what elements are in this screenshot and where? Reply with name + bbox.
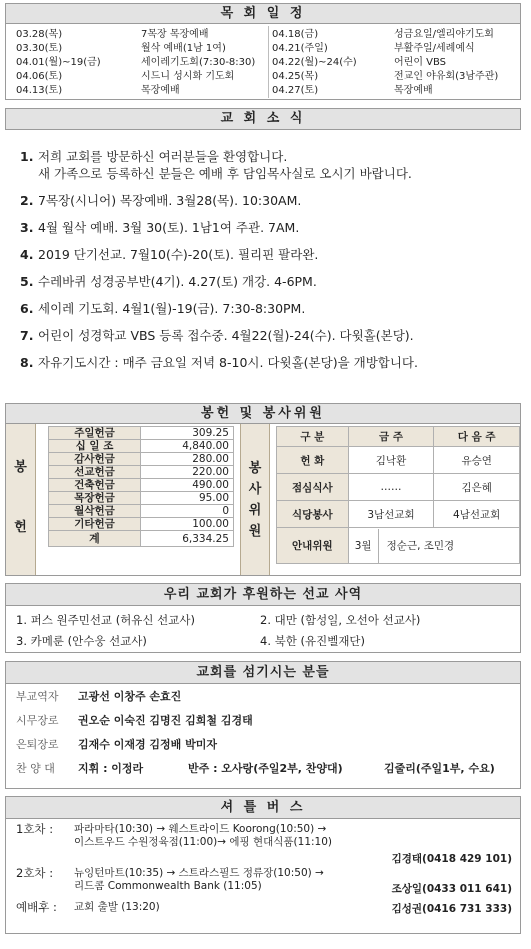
mission-item: 4. 북한 (유진벨재단): [260, 634, 366, 648]
bus-3-route-line: 교회 출발 (13:20): [74, 901, 160, 913]
schedule-row: [16, 56, 266, 70]
schedule-row: [272, 42, 522, 56]
news-text: 저희 교회를 방문하신 여러분들을 환영합니다.: [38, 149, 288, 164]
schedule-event: 월삭 예배(1남 1여): [141, 43, 226, 54]
news-number: 8.: [20, 355, 34, 370]
mission-item: 3. 카메룬 (안수웅 선교사): [16, 634, 147, 648]
schedule-date: 04.01(월)~19(금): [16, 57, 101, 68]
news-item: [20, 327, 520, 344]
shuttle-section: [5, 796, 521, 934]
volunteer-row: 식당봉사 3남선교회 4남선교회: [277, 501, 520, 528]
staff-role: 시무장로: [16, 714, 59, 727]
bus-2-route-line: 리드콤 Commonwealth Bank (11:05): [74, 880, 262, 892]
schedule-date: 04.18(금): [272, 29, 319, 40]
mission-list: [16, 612, 512, 649]
volunteer-table: [276, 426, 520, 564]
mission-title: 우리 교회가 후원하는 선교 사역: [6, 584, 520, 606]
offering-side-label: 봉 헌: [6, 424, 36, 575]
news-text: 2019 단기선교. 7월10(수)-20(토). 필리핀 팔라완.: [38, 247, 319, 262]
news-item: [20, 300, 520, 317]
news-text: 수레바퀴 성경공부반(4기). 4.27(토) 개강. 4-6PM.: [38, 274, 317, 289]
volunteer-header-row: 구 분 금 주 다 음 주: [277, 427, 520, 447]
offering-table: [48, 426, 234, 547]
schedule-event: 목장예배: [394, 85, 433, 96]
choir-conductor: 지휘 : 이정라: [78, 762, 144, 775]
schedule-date: 04.13(토): [16, 85, 63, 96]
news-text: 자유기도시간 : 매주 금요일 저녁 8-10시. 다윗홀(본당)을 개방합니다.: [38, 355, 418, 370]
offering-row: 주일헌금 309.25: [49, 427, 234, 440]
volunteer-usher-row: 안내위원 3월 정순근, 조민경: [277, 528, 520, 564]
staff-row: [16, 736, 217, 754]
bus-3-label: 예배후 :: [16, 900, 57, 914]
bus-2-label: 2호차 :: [16, 866, 54, 880]
volunteer-side-label: 봉 사 위 원: [240, 424, 270, 575]
staff-role: 부교역자: [16, 690, 59, 703]
offering-row: 월삭헌금 0: [49, 505, 234, 518]
news-item: [20, 219, 520, 236]
schedule-date: 03.28(목): [16, 29, 63, 40]
news-text: 세이레 기도회. 4월1(월)-19(금). 7:30-8:30PM.: [38, 301, 306, 316]
schedule-row: [16, 42, 266, 56]
schedule-row: [272, 28, 522, 42]
staff-row: [16, 712, 253, 730]
schedule-row: [16, 70, 266, 84]
bus-1-route-line: 파라마타(10:30) → 웨스트라이드 Koorong(10:50) →: [74, 823, 327, 835]
offering-total-row: 계 6,334.25: [49, 531, 234, 547]
news-number: 6.: [20, 301, 34, 316]
staff-row: [16, 760, 495, 778]
staff-names: 고광선 이창주 손효진: [78, 690, 182, 703]
bus-1-label: 1호차 :: [16, 822, 54, 836]
mission-item: 1. 퍼스 원주민선교 (허유신 선교사): [16, 613, 195, 627]
offering-row: 목장헌금 95.00: [49, 492, 234, 505]
staff-section: [5, 661, 521, 789]
staff-title: 교회를 섬기시는 분들: [6, 662, 520, 684]
staff-role: 은퇴장로: [16, 738, 59, 751]
schedule-row: [16, 28, 266, 42]
offering-title: 봉헌 및 봉사위원: [6, 404, 520, 424]
news-item: [20, 192, 520, 209]
staff-names: 김재수 이재경 김정배 박미자: [78, 738, 217, 751]
mission-item: 2. 대만 (함성일, 오선아 선교사): [260, 613, 421, 627]
schedule-event: 시드니 성시화 기도회: [141, 71, 235, 82]
volunteer-row: 점심식사 …… 김은혜: [277, 474, 520, 501]
schedule-section: [5, 3, 521, 100]
schedule-row: [272, 84, 522, 98]
news-number: 3.: [20, 220, 34, 235]
news-number: 7.: [20, 328, 34, 343]
schedule-title: 목 회 일 정: [6, 4, 520, 24]
schedule-right-column: [272, 28, 522, 98]
news-number: 1.: [20, 149, 34, 164]
bus-2-route-line: 뉴잉턴마트(10:35) → 스트라스필드 정류장(10:50) →: [74, 867, 324, 879]
offering-row: 기타헌금 100.00: [49, 518, 234, 531]
usher-month: 3월: [349, 529, 379, 563]
news-text: 어린이 성경학교 VBS 등록 접수중. 4월22(월)-24(수). 다윗홀(본당).: [38, 328, 414, 343]
schedule-event: 전교인 야유회(3남주관): [394, 71, 499, 82]
choir-accompanist: 반주 : 오사랑(주일2부, 찬양대): [188, 762, 343, 775]
staff-names: 권오순 이숙진 김명진 김희철 김경태: [78, 714, 253, 727]
news-text: 새 가족으로 등록하신 분들은 예배 후 담임목사실로 오시기 바랍니다.: [38, 166, 412, 181]
news-item: [20, 246, 520, 263]
news-item: [20, 273, 520, 290]
staff-row: [16, 688, 181, 706]
schedule-left-column: [16, 28, 266, 98]
news-number: 5.: [20, 274, 34, 289]
schedule-event: 목장예배: [141, 85, 180, 96]
schedule-event: 세이레기도회(7:30-8:30): [141, 57, 256, 68]
news-text: 4월 월삭 예배. 3월 30(토). 1남1여 주관. 7AM.: [38, 220, 300, 235]
volunteer-row: 헌 화 김낙환 유승연: [277, 447, 520, 474]
schedule-date: 04.25(목): [272, 71, 319, 82]
mission-section: [5, 583, 521, 653]
bus-1-driver: 김경태(0418 429 101): [391, 853, 512, 865]
schedule-event: 성금요일/엘리야기도회: [394, 29, 494, 40]
news-number: 4.: [20, 247, 34, 262]
news-title: 교 회 소 식: [5, 108, 521, 130]
schedule-date: 04.21(주일): [272, 43, 328, 54]
schedule-row: [272, 56, 522, 70]
shuttle-title: 셔 틀 버 스: [6, 797, 520, 819]
offering-row: 십 일 조 4,840.00: [49, 440, 234, 453]
offering-section: [5, 403, 521, 576]
schedule-divider: [268, 26, 269, 98]
choir-accompanist-2: 김줄리(주일1부, 수요): [384, 762, 495, 775]
offering-row: 선교헌금 220.00: [49, 466, 234, 479]
schedule-event: 7목장 목장예배: [141, 29, 209, 40]
offering-row: 감사헌금 280.00: [49, 453, 234, 466]
bus-2-driver: 조상일(0433 011 641): [391, 883, 512, 895]
schedule-date: 03.30(토): [16, 43, 63, 54]
news-item: [20, 148, 520, 182]
bus-1-route-line: 이스트우드 수원정육점(11:00)→ 에핑 현대식품(11:10): [74, 836, 333, 848]
schedule-row: [16, 84, 266, 98]
schedule-event: 부활주일/세례예식: [394, 43, 475, 54]
news-list: [20, 148, 520, 381]
schedule-row: [272, 70, 522, 84]
schedule-event: 어린이 VBS: [394, 57, 447, 68]
schedule-date: 04.27(토): [272, 85, 319, 96]
news-item: [20, 354, 520, 371]
staff-role: 찬 양 대: [16, 762, 55, 775]
news-number: 2.: [20, 193, 34, 208]
offering-row: 건축헌금 490.00: [49, 479, 234, 492]
bus-3-driver: 김성권(0416 731 333): [391, 903, 512, 915]
news-text: 7목장(시니어) 목장예배. 3월28(목). 10:30AM.: [38, 193, 302, 208]
usher-names: 정순근, 조민경: [386, 540, 455, 552]
schedule-date: 04.06(토): [16, 71, 63, 82]
schedule-date: 04.22(월)~24(수): [272, 57, 357, 68]
